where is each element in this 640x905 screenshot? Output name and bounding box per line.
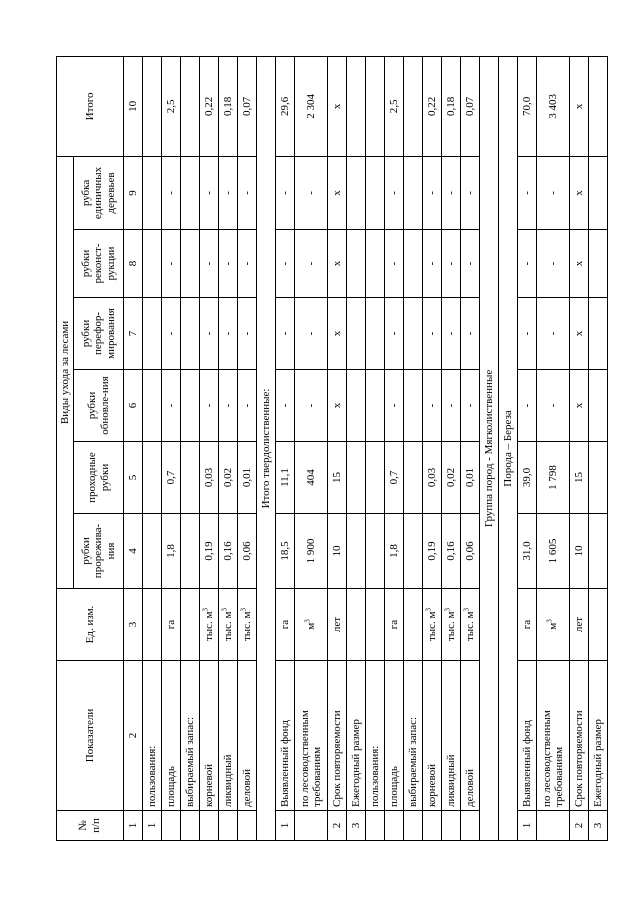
- value-cell: -: [276, 230, 295, 298]
- value-cell: х: [328, 156, 347, 229]
- value-cell: -: [518, 298, 537, 370]
- row-label: выбираемый запас:: [404, 661, 423, 811]
- header-group: Виды ухода за лесами: [57, 156, 74, 588]
- value-cell: х: [570, 370, 589, 442]
- row-label: Ежегодный размер: [589, 661, 608, 811]
- header-total: Итого: [57, 56, 124, 156]
- value-cell: 0,18: [219, 56, 238, 156]
- value-cell: -: [295, 370, 328, 442]
- unit-cell: тыс. $м^3$: [200, 589, 219, 661]
- value-cell: -: [442, 156, 461, 229]
- value-cell: 0,01: [238, 442, 257, 514]
- value-cell: -: [385, 156, 404, 229]
- forest-care-table: [56, 56, 608, 841]
- value-cell: -: [518, 230, 537, 298]
- row-no: 1: [518, 811, 537, 841]
- value-cell: 3 403: [537, 56, 570, 156]
- row-no: 3: [347, 811, 366, 841]
- value-cell: х: [328, 56, 347, 156]
- value-cell: 10: [328, 514, 347, 589]
- row-label: площадь: [385, 661, 404, 811]
- value-cell: 0,7: [162, 442, 181, 514]
- unit-cell: тыс. $м^3$: [423, 589, 442, 661]
- col-index: 5: [124, 442, 143, 514]
- value-cell: х: [328, 230, 347, 298]
- value-cell: -: [219, 298, 238, 370]
- value-cell: -: [537, 156, 570, 229]
- value-cell: -: [442, 230, 461, 298]
- value-cell: -: [219, 156, 238, 229]
- row-label: деловой: [461, 661, 480, 811]
- value-cell: -: [238, 230, 257, 298]
- value-cell: 0,07: [461, 56, 480, 156]
- col-index: 1: [124, 811, 143, 841]
- value-cell: -: [276, 370, 295, 442]
- unit-cell: тыс. $м^3$: [238, 589, 257, 661]
- unit-cell: тыс. $м^3$: [461, 589, 480, 661]
- unit-cell: лет: [328, 589, 347, 661]
- header-indicator: Показатели: [57, 661, 124, 811]
- value-cell: х: [328, 298, 347, 370]
- value-cell: х: [570, 230, 589, 298]
- value-cell: 1 900: [295, 514, 328, 589]
- value-cell: х: [570, 156, 589, 229]
- value-cell: 1,8: [385, 514, 404, 589]
- row-no: 1: [276, 811, 295, 841]
- value-cell: 0,03: [423, 442, 442, 514]
- row-label: площадь: [162, 661, 181, 811]
- row-label: Ежегодный размер: [347, 661, 366, 811]
- header-col: проходные рубки: [74, 442, 124, 514]
- value-cell: -: [461, 370, 480, 442]
- value-cell: -: [238, 298, 257, 370]
- row-label: Срок повторяемости: [570, 661, 589, 811]
- value-cell: 2,5: [385, 56, 404, 156]
- row-label: корневой: [200, 661, 219, 811]
- value-cell: -: [295, 230, 328, 298]
- row-label: корневой: [423, 661, 442, 811]
- value-cell: -: [219, 370, 238, 442]
- value-cell: -: [276, 298, 295, 370]
- value-cell: 0,01: [461, 442, 480, 514]
- value-cell: 404: [295, 442, 328, 514]
- header-col: рубки обновле-ния: [74, 370, 124, 442]
- value-cell: 29,6: [276, 56, 295, 156]
- row-label: выбираемый запас:: [181, 661, 200, 811]
- unit-cell: тыс. $м^3$: [442, 589, 461, 661]
- value-cell: 15: [570, 442, 589, 514]
- value-cell: -: [518, 156, 537, 229]
- value-cell: -: [537, 298, 570, 370]
- row-label: пользования:: [143, 661, 162, 811]
- value-cell: -: [162, 298, 181, 370]
- value-cell: 70,0: [518, 56, 537, 156]
- value-cell: -: [200, 230, 219, 298]
- value-cell: -: [276, 156, 295, 229]
- unit-cell: лет: [570, 589, 589, 661]
- value-cell: -: [238, 156, 257, 229]
- section-subtitle: Порода – Береза: [499, 56, 518, 840]
- value-cell: -: [238, 370, 257, 442]
- value-cell: 0,02: [219, 442, 238, 514]
- value-cell: -: [537, 370, 570, 442]
- unit-cell: га: [518, 589, 537, 661]
- col-index: 2: [124, 661, 143, 811]
- value-cell: 1 798: [537, 442, 570, 514]
- value-cell: 0,18: [442, 56, 461, 156]
- value-cell: -: [385, 230, 404, 298]
- value-cell: 0,16: [442, 514, 461, 589]
- value-cell: -: [385, 298, 404, 370]
- row-label: по лесоводственным требованиям: [537, 661, 570, 811]
- unit-cell: га: [385, 589, 404, 661]
- value-cell: -: [442, 370, 461, 442]
- row-no: 3: [589, 811, 608, 841]
- value-cell: -: [423, 230, 442, 298]
- value-cell: 2,5: [162, 56, 181, 156]
- value-cell: -: [423, 156, 442, 229]
- col-index: 4: [124, 514, 143, 589]
- value-cell: 0,06: [461, 514, 480, 589]
- value-cell: -: [537, 230, 570, 298]
- unit-cell: га: [162, 589, 181, 661]
- row-label: по лесоводственным требованиям: [295, 661, 328, 811]
- value-cell: -: [518, 370, 537, 442]
- row-label: пользования:: [366, 661, 385, 811]
- value-cell: -: [442, 298, 461, 370]
- value-cell: 0,03: [200, 442, 219, 514]
- value-cell: -: [200, 298, 219, 370]
- unit-cell: $м^3$: [295, 589, 328, 661]
- value-cell: -: [219, 230, 238, 298]
- row-label: Срок повторяемости: [328, 661, 347, 811]
- value-cell: 31,0: [518, 514, 537, 589]
- value-cell: -: [461, 298, 480, 370]
- rotated-page: [56, 57, 604, 841]
- value-cell: 1 605: [537, 514, 570, 589]
- value-cell: 11,1: [276, 442, 295, 514]
- value-cell: -: [162, 156, 181, 229]
- col-index: 10: [124, 56, 143, 156]
- value-cell: 0,02: [442, 442, 461, 514]
- header-unit: Ед. изм.: [57, 589, 124, 661]
- value-cell: 39,0: [518, 442, 537, 514]
- value-cell: 15: [328, 442, 347, 514]
- section-title: Итого твердолиственные:: [257, 56, 276, 840]
- header-no: № п/п: [57, 811, 124, 841]
- value-cell: -: [423, 370, 442, 442]
- unit-cell: тыс. $м^3$: [219, 589, 238, 661]
- section-title: Группа пород - Мягколиственные: [480, 56, 499, 840]
- value-cell: -: [295, 298, 328, 370]
- value-cell: 18,5: [276, 514, 295, 589]
- value-cell: -: [461, 230, 480, 298]
- row-no: 2: [570, 811, 589, 841]
- col-index: 7: [124, 298, 143, 370]
- value-cell: 0,19: [423, 514, 442, 589]
- col-index: 6: [124, 370, 143, 442]
- value-cell: 0,16: [219, 514, 238, 589]
- value-cell: -: [162, 230, 181, 298]
- col-index: 8: [124, 230, 143, 298]
- row-no: 2: [328, 811, 347, 841]
- value-cell: -: [461, 156, 480, 229]
- col-index: 3: [124, 589, 143, 661]
- value-cell: -: [385, 370, 404, 442]
- row-label: ликвидный: [219, 661, 238, 811]
- row-label: Выявленный фонд: [518, 661, 537, 811]
- row-label: ликвидный: [442, 661, 461, 811]
- value-cell: х: [570, 56, 589, 156]
- value-cell: 0,06: [238, 514, 257, 589]
- row-no: 1: [143, 811, 162, 841]
- value-cell: -: [200, 156, 219, 229]
- value-cell: 0,7: [385, 442, 404, 514]
- row-label: деловой: [238, 661, 257, 811]
- value-cell: -: [295, 156, 328, 229]
- value-cell: х: [328, 370, 347, 442]
- header-col: рубки реконст-рукции: [74, 230, 124, 298]
- header-col: рубка единичных деревьев: [74, 156, 124, 229]
- value-cell: 0,22: [200, 56, 219, 156]
- value-cell: 0,22: [423, 56, 442, 156]
- value-cell: х: [570, 298, 589, 370]
- value-cell: 0,07: [238, 56, 257, 156]
- value-cell: 1,8: [162, 514, 181, 589]
- value-cell: 0,19: [200, 514, 219, 589]
- unit-cell: $м^3$: [537, 589, 570, 661]
- value-cell: 2 304: [295, 56, 328, 156]
- row-label: Выявленный фонд: [276, 661, 295, 811]
- header-col: рубки перефор-мирования: [74, 298, 124, 370]
- value-cell: -: [200, 370, 219, 442]
- value-cell: -: [162, 370, 181, 442]
- header-col: рубки прорежива-ния: [74, 514, 124, 589]
- value-cell: 10: [570, 514, 589, 589]
- value-cell: -: [423, 298, 442, 370]
- col-index: 9: [124, 156, 143, 229]
- unit-cell: га: [276, 589, 295, 661]
